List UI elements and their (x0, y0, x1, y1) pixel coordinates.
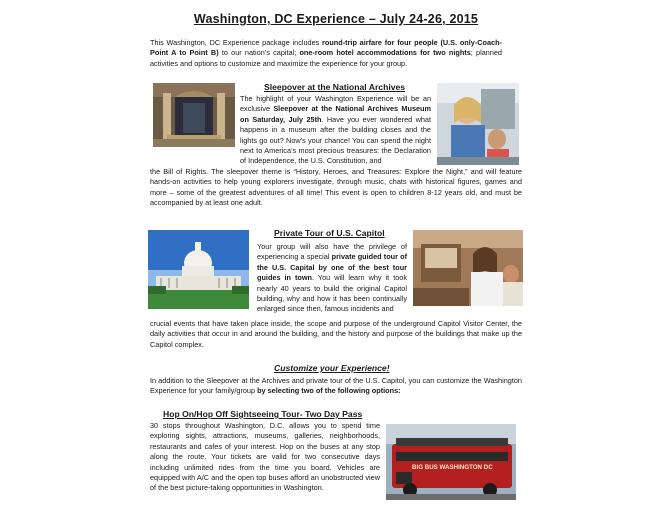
capitol-tour-photo (413, 230, 523, 306)
capitol-paragraph-top: Your group will also have the privilege of experiencing a special private guided tour of the U.S. Capital by one of the best tour guides in town. You will learn why it took nearly 40 years to build the original Capitol building, why and how it has been continually enlarged since then, famous incidents and (257, 242, 408, 314)
capitol-paragraph-bottom: crucial events that have taken place inside, the scope and purpose of the underground Capitol Visitor Center, the daily activities that occur in and around the building, and the history and purpose of the buildings that make up the Capitol complex. (150, 319, 522, 349)
sleepover-paragraph-top: The highlight of your Washington Experience will be an exclusive Sleepover at the National Archives Museum on Saturday, July 25th. Have you ever wondered what happens in a museum after the building closes and the lights go out? Now’s your chance! You can spend the night next to America’s most precious treasures: the Declaration of Independence, the U.S. Constitution, and (240, 94, 432, 166)
big-bus-photo (386, 424, 516, 500)
capitol-heading: Private Tour of U.S. Capitol (274, 228, 385, 238)
national-archives-photo (153, 83, 235, 147)
sleepover-heading: Sleepover at the National Archives (264, 82, 406, 92)
children-archives-photo (437, 83, 519, 165)
customize-paragraph: In addition to the Sleepover at the Archives and private tour of the U.S. Capitol, you can customize the Washington Experience for your family/group by selecting two of the following options: (150, 376, 522, 396)
hopon-paragraph: 30 stops throughout Washington, D.C. allows you to spend time exploring sights, attractions, museums, galleries, neighborhoods, restaurants and cafes of your interest. Hop on the buses at any stop along the route. Your tickets are valid for two consecutive days including unlimited rides from the time you board. Vehicles are equipped with A/C and the open top buses afford an unobstructed view of the best picture-taking opportunities in Washington. (150, 421, 380, 493)
us-capitol-photo (148, 230, 249, 309)
hopon-heading: Hop On/Hop Off Sightseeing Tour- Two Day Pass (163, 409, 363, 419)
sleepover-paragraph-bottom: the Bill of Rights. The sleepover theme is “History, Heroes, and Treasures: Explore the Night,” and will feature hands-on activities to help young explorers investigate, through music, chats with historical figures, games and more – some of the greatest adventures of all time! This event is open to children 8-12 years old, and must be accompanied by at least one adult. (150, 167, 522, 208)
intro-paragraph: This Washington, DC Experience package includes round-trip airfare for four people (U.S. only-Coach-Point A to Point B) to our nation’s capital; one-room hotel accommodations for two nights; planned activities and options to customize and maximize the experience for your group. (150, 38, 502, 68)
page-title: Washington, DC Experience – July 24-26, 2015 (193, 12, 479, 26)
customize-heading: Customize your Experience! (274, 363, 390, 373)
bus-sign: BIG BUS WASHINGTON DC (412, 464, 493, 471)
